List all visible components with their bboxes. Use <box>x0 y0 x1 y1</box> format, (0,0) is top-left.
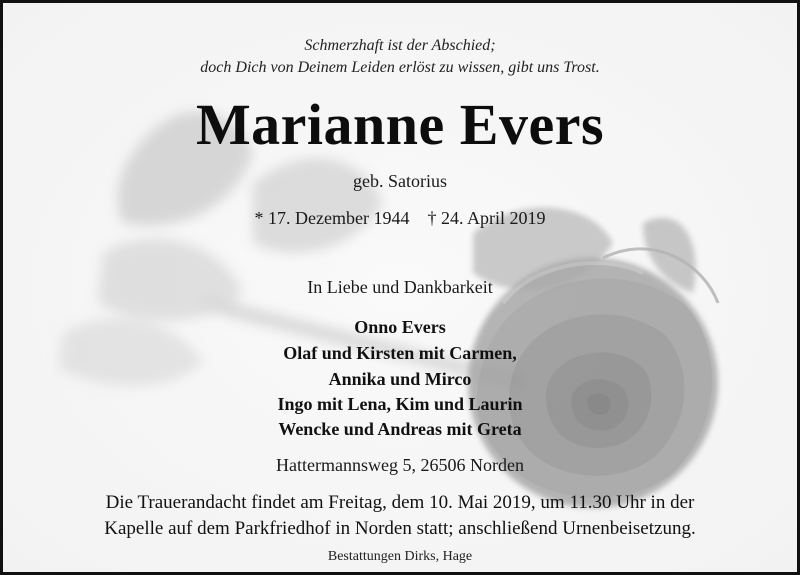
family-member: Annika und Mirco <box>328 369 472 389</box>
family-address: Hattermannsweg 5, 26506 Norden <box>276 455 524 475</box>
funeral-home: Bestattungen Dirks, Hage <box>327 549 473 564</box>
birth-name: geb. Satorius <box>353 171 447 191</box>
family-member: Olaf und Kirsten mit Carmen, <box>283 343 517 363</box>
family-intro: In Liebe und Dankbarkeit <box>307 277 493 297</box>
family-member: Ingo mit Lena, Kim und Laurin <box>277 394 523 414</box>
service-line-2: Kapelle auf dem Parkfriedhof in Norden statt; anschließend Urnenbeisetzung. <box>104 518 696 539</box>
family-member: Wencke und Andreas mit Greta <box>278 419 522 439</box>
life-dates: * 17. Dezember 1944 † 24. April 2019 <box>254 208 546 228</box>
family-member: Onno Evers <box>354 317 446 337</box>
motto-line-2: doch Dich von Deinem Leiden erlöst zu wissen, gibt uns Trost. <box>200 59 600 76</box>
motto-line-1: Schmerzhaft ist der Abschied; <box>304 37 496 54</box>
deceased-name: Marianne Evers <box>195 92 605 157</box>
service-line-1: Die Trauerandacht findet am Freitag, dem 10. Mai 2019, um 11.30 Uhr in der <box>105 492 695 513</box>
